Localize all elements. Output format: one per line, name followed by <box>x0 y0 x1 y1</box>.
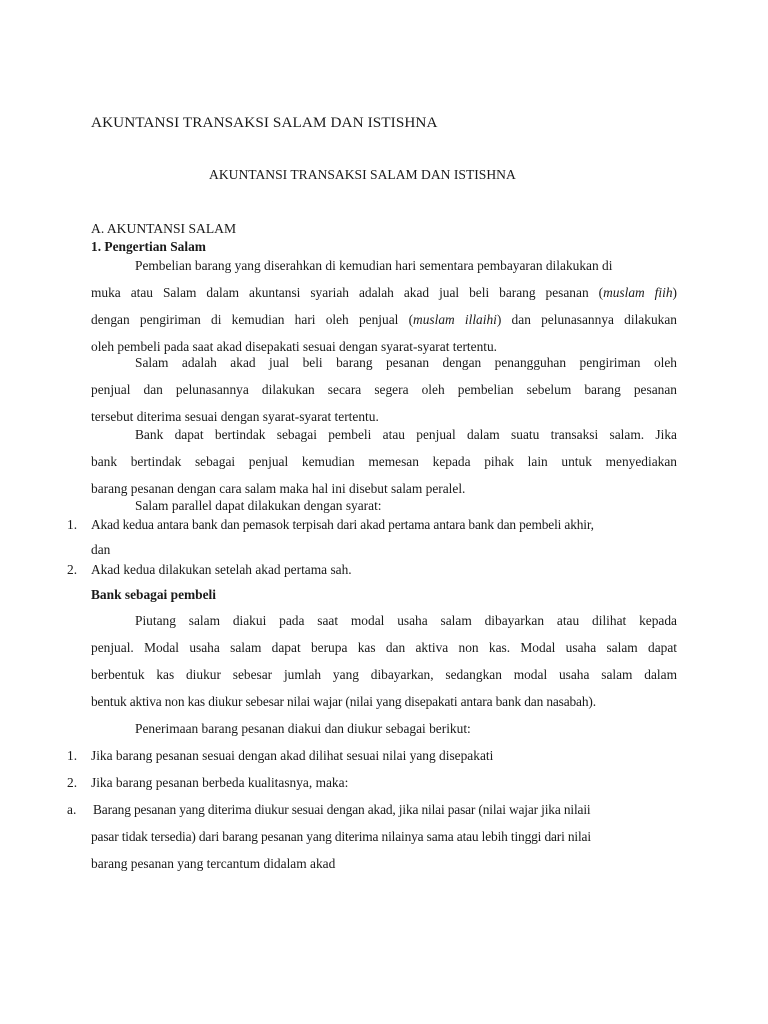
receipt-item-1-text: Jika barang pesanan sesuai dengan akad dilihat sesuai nilai yang disepakati <box>91 748 494 763</box>
para3-line2: bank bertindak sebagai penjual kemudian memesan kepada pihak lain untuk menyediakan <box>91 454 677 469</box>
page-title: AKUNTANSI TRANSAKSI SALAM DAN ISTISHNA <box>91 114 438 131</box>
parallel-item-1-number: 1. <box>67 517 78 532</box>
center-title: AKUNTANSI TRANSAKSI SALAM DAN ISTISHNA <box>209 167 516 182</box>
parallel-item-1-line1: Akad kedua antara bank dan pemasok terpisah dari akad pertama antara bank dan pembeli akhir, <box>91 517 594 532</box>
para4-line1: Piutang salam diakui pada saat modal usaha salam dibayarkan atau dilihat kepada <box>135 613 677 628</box>
para1-term-muslam-illaihi: muslam illaihi <box>413 312 497 327</box>
para5: Penerimaan barang pesanan diakui dan diukur sebagai berikut: <box>135 721 471 736</box>
para1-line3: dengan pengiriman di kemudian hari oleh penjual (muslam illaihi) dan pelunasannya dilakukan <box>91 312 677 327</box>
section-heading-a: A. AKUNTANSI SALAM <box>91 221 237 236</box>
sub-item-a-line2: pasar tidak tersedia) dari barang pesanan yang diterima nilainya sama atau lebih tinggi dari nilai <box>91 829 591 844</box>
sub-item-a-line1: Barang pesanan yang diterima diukur sesuai dengan akad, jika nilai pasar (nilai wajar jika nilaii <box>93 802 591 817</box>
parallel-item-1-line2: dan <box>91 542 111 557</box>
sub-item-a-letter: a. <box>67 802 77 817</box>
para1-line4: oleh pembeli pada saat akad disepakati sesuai dengan syarat-syarat tertentu. <box>91 339 498 354</box>
subsection-heading: 1. Pengertian Salam <box>91 239 206 254</box>
parallel-item-2-number: 2. <box>67 562 78 577</box>
para4-line4: bentuk aktiva non kas diukur sebesar nilai wajar (nilai yang disepakati antara bank dan nasabah). <box>91 694 596 709</box>
receipt-item-2-number: 2. <box>67 775 78 790</box>
receipt-item-2-text: Jika barang pesanan berbeda kualitasnya, maka: <box>91 775 349 790</box>
para1-line1: Pembelian barang yang diserahkan di kemudian hari sementara pembayaran dilakukan di <box>135 258 613 273</box>
para2-line1: Salam adalah akad jual beli barang pesanan dengan penangguhan pengiriman oleh <box>135 355 677 370</box>
parallel-item-2-text: Akad kedua dilakukan setelah akad pertama sah. <box>91 562 352 577</box>
para3-line1: Bank dapat bertindak sebagai pembeli atau penjual dalam suatu transaksi salam. Jika <box>135 427 677 442</box>
parallel-intro: Salam parallel dapat dilakukan dengan syarat: <box>135 498 382 513</box>
para1-term-muslam-fiih: muslam fiih <box>603 285 673 300</box>
sub-item-a-line3: barang pesanan yang tercantum didalam akad <box>91 856 336 871</box>
para2-line2: penjual dan pelunasannya dilakukan secara segera oleh pembelian sebelum barang pesanan <box>91 382 677 397</box>
heading-bank-sebagai-pembeli: Bank sebagai pembeli <box>91 587 217 602</box>
para1-line2: muka atau Salam dalam akuntansi syariah adalah akad jual beli barang pesanan (muslam fiih) <box>91 285 678 300</box>
para2-line3: tersebut diterima sesuai dengan syarat-syarat tertentu. <box>91 409 379 424</box>
para3-line3: barang pesanan dengan cara salam maka hal ini disebut salam peralel. <box>91 481 466 496</box>
para4-line2: penjual. Modal usaha salam dapat berupa kas dan aktiva non kas. Modal usaha salam dapat <box>91 640 677 655</box>
para4-line3: berbentuk kas diukur sebesar jumlah yang dibayarkan, sedangkan modal usaha salam dalam <box>91 667 677 682</box>
receipt-item-1-number: 1. <box>67 748 78 763</box>
